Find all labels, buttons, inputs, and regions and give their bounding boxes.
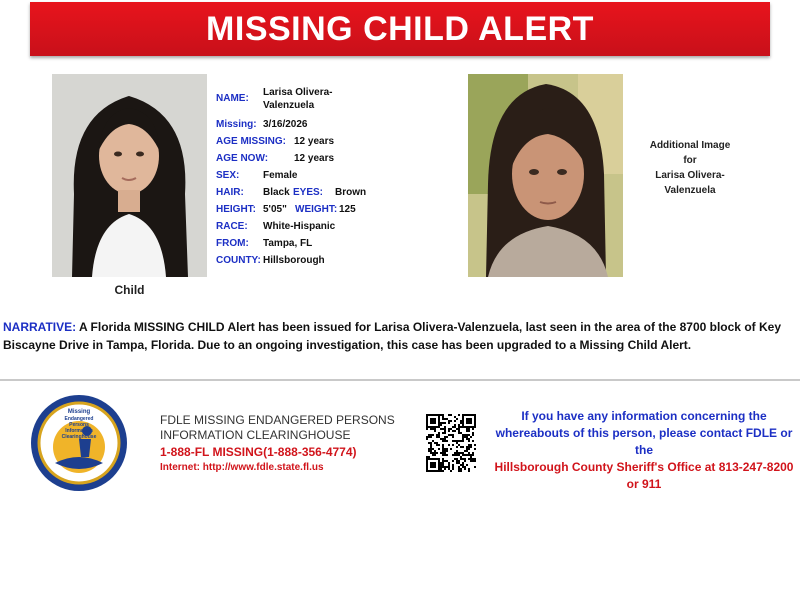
- race-row: [216, 218, 461, 235]
- weight-value: 125: [339, 204, 356, 215]
- hotline-phone: 1-888-FL MISSING(1-888-356-4774): [160, 445, 357, 459]
- additional-caption-line3: Larisa Olivera-Valenzuela: [655, 170, 725, 196]
- additional-photo: [468, 74, 623, 277]
- sheriff-contact: Hillsborough County Sheriff's Office at 813-247-8200 or 911: [494, 460, 794, 491]
- clearinghouse-seal-logo: [29, 393, 129, 493]
- child-photo: [52, 74, 207, 277]
- sex-value: Female: [263, 170, 298, 181]
- missing-row: [216, 116, 461, 133]
- race-value: White-Hispanic: [263, 221, 336, 232]
- county-value: Hillsborough: [263, 255, 325, 266]
- missing-value: 3/16/2026: [263, 119, 308, 130]
- height-value: 5'05": [263, 204, 287, 215]
- contact-instructions: If you have any information concerning the whereabouts of this person, please contact FDLE or the: [495, 409, 793, 457]
- org-line2: INFORMATION CLEARINGHOUSE: [160, 428, 351, 442]
- child-photo-caption: Child: [114, 283, 145, 297]
- alert-banner: [30, 2, 770, 56]
- age-now-label: AGE NOW:: [216, 153, 269, 164]
- age-now-value: 12 years: [294, 153, 335, 164]
- weight-label: WEIGHT:: [295, 204, 338, 215]
- hair-value: Black: [263, 187, 290, 198]
- narrative: [3, 318, 798, 354]
- sex-row: [216, 167, 461, 184]
- missing-label: Missing:: [216, 119, 257, 130]
- clearinghouse-info: [160, 413, 410, 476]
- eyes-value: Brown: [335, 187, 367, 198]
- seal-text-4: Information: [65, 428, 93, 434]
- hair-eyes-row: [216, 184, 461, 201]
- county-row: [216, 252, 461, 269]
- alert-title: MISSING CHILD ALERT: [206, 9, 594, 48]
- age-missing-row: [216, 133, 461, 150]
- sex-label: SEX:: [216, 170, 240, 181]
- seal-text-2: Endangered: [64, 416, 94, 422]
- seal-text-5: Clearinghouse: [61, 434, 97, 440]
- age-missing-value: 12 years: [294, 136, 335, 147]
- age-missing-label: AGE MISSING:: [216, 136, 287, 147]
- age-now-row: [216, 150, 461, 167]
- eyes-label: EYES:: [293, 187, 324, 198]
- height-weight-row: [216, 201, 461, 218]
- seal-text-3: Persons: [69, 422, 89, 428]
- county-label: COUNTY:: [216, 255, 261, 266]
- height-label: HEIGHT:: [216, 204, 256, 215]
- internet-link[interactable]: Internet: http://www.fdle.state.fl.us: [160, 462, 324, 473]
- seal-text-1: Missing: [67, 409, 91, 415]
- additional-caption-line1: Additional Image: [649, 140, 731, 151]
- contact-info: [488, 408, 800, 493]
- race-label: RACE:: [216, 221, 248, 232]
- qr-code-icon[interactable]: [426, 414, 476, 472]
- additional-caption-line2: for: [683, 155, 697, 166]
- from-row: [216, 235, 461, 252]
- from-value: Tampa, FL: [263, 238, 313, 249]
- name-row: [216, 86, 461, 112]
- org-line1: FDLE MISSING ENDANGERED PERSONS: [160, 413, 395, 427]
- hair-label: HAIR:: [216, 187, 244, 198]
- section-divider: [0, 379, 800, 381]
- child-details: [216, 86, 461, 269]
- narrative-label: NARRATIVE:: [3, 320, 77, 334]
- name-value: Larisa Olivera-Valenzuela: [263, 87, 333, 111]
- from-label: FROM:: [216, 238, 249, 249]
- name-label: NAME:: [216, 93, 249, 104]
- additional-image-caption: [640, 138, 740, 198]
- narrative-text: A Florida MISSING CHILD Alert has been issued for Larisa Olivera-Valenzuela, last seen in the area of the 8700 block of Key Biscayne Drive in Tampa, Florida. Due to an ongoing investigation, this case has been upgraded to a Missing Child Alert.: [3, 320, 781, 352]
